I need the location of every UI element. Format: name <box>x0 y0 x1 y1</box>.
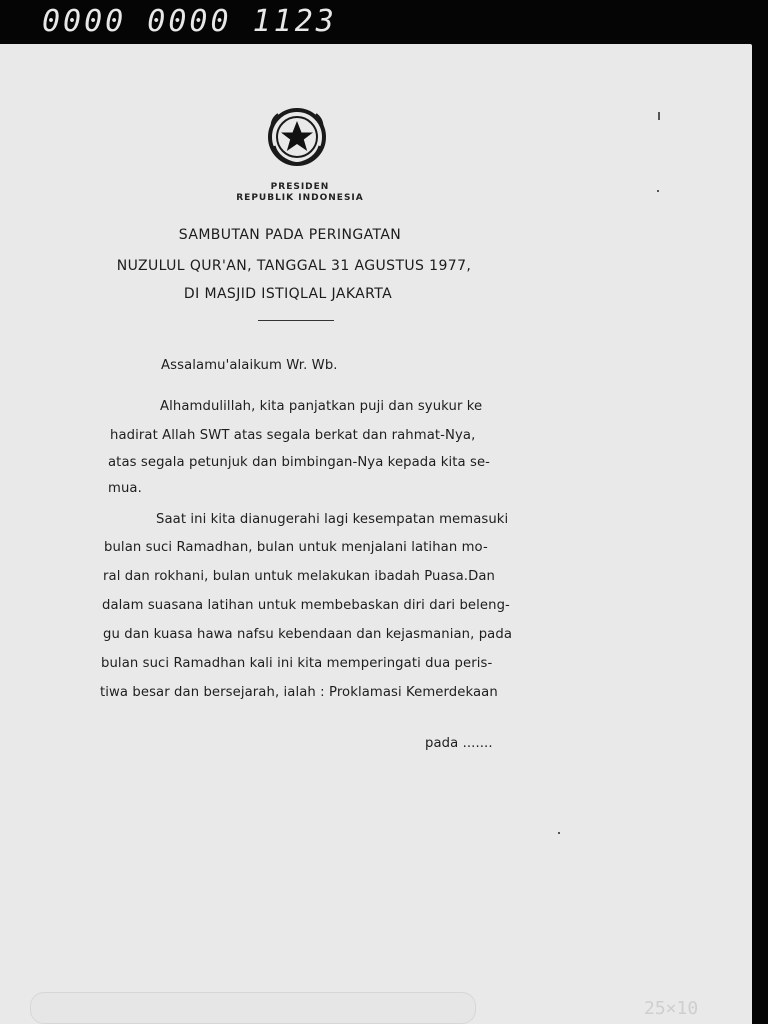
paragraph2-line: ral dan rokhani, bulan untuk melakukan ibadah Puasa.Dan <box>103 569 495 584</box>
paragraph1-line: Alhamdulillah, kita panjatkan puji dan syukur ke <box>160 399 483 414</box>
paragraph2-line: Saat ini kita dianugerahi lagi kesempatan memasuki <box>156 512 509 527</box>
garuda-star-emblem-icon <box>264 106 330 168</box>
film-edge <box>752 44 768 1024</box>
continuation-text: pada ....... <box>425 736 493 751</box>
greeting: Assalamu'alaikum Wr. Wb. <box>161 358 338 373</box>
title-line-1: SAMBUTAN PADA PERINGATAN <box>178 227 402 243</box>
paragraph2-line: dalam suasana latihan untuk membebaskan diri dari beleng- <box>102 598 510 613</box>
paragraph2-line: gu dan kuasa hawa nafsu kebendaan dan kejasmanian, pada <box>103 627 513 642</box>
letterhead-line-2: REPUBLIK INDONESIA <box>236 193 364 203</box>
film-sprocket-tab <box>30 992 476 1024</box>
film-corner-mark: 25×10 <box>644 998 699 1019</box>
paragraph2-line: tiwa besar dan bersejarah, ialah : Proklamasi Kemerdekaan <box>100 685 498 700</box>
paragraph2-line: bulan suci Ramadhan, bulan untuk menjalani latihan mo- <box>104 540 488 555</box>
letterhead-line-1: PRESIDEN <box>270 182 330 192</box>
title-line-2: NUZULUL QUR'AN, TANGGAL 31 AGUSTUS 1977, <box>116 258 472 274</box>
film-header <box>0 0 768 46</box>
paragraph1-line: mua. <box>108 481 142 496</box>
paragraph1-line: atas segala petunjuk dan bimbingan-Nya kepada kita se- <box>108 455 491 470</box>
paragraph2-line: bulan suci Ramadhan kali ini kita memperingati dua peris- <box>101 656 493 671</box>
paragraph1-line: hadirat Allah SWT atas segala berkat dan rahmat-Nya, <box>110 428 476 443</box>
title-line-3: DI MASJID ISTIQLAL JAKARTA <box>183 286 393 302</box>
title-underline <box>258 320 334 321</box>
frame-counter: 0000 0000 1123 <box>42 4 337 39</box>
